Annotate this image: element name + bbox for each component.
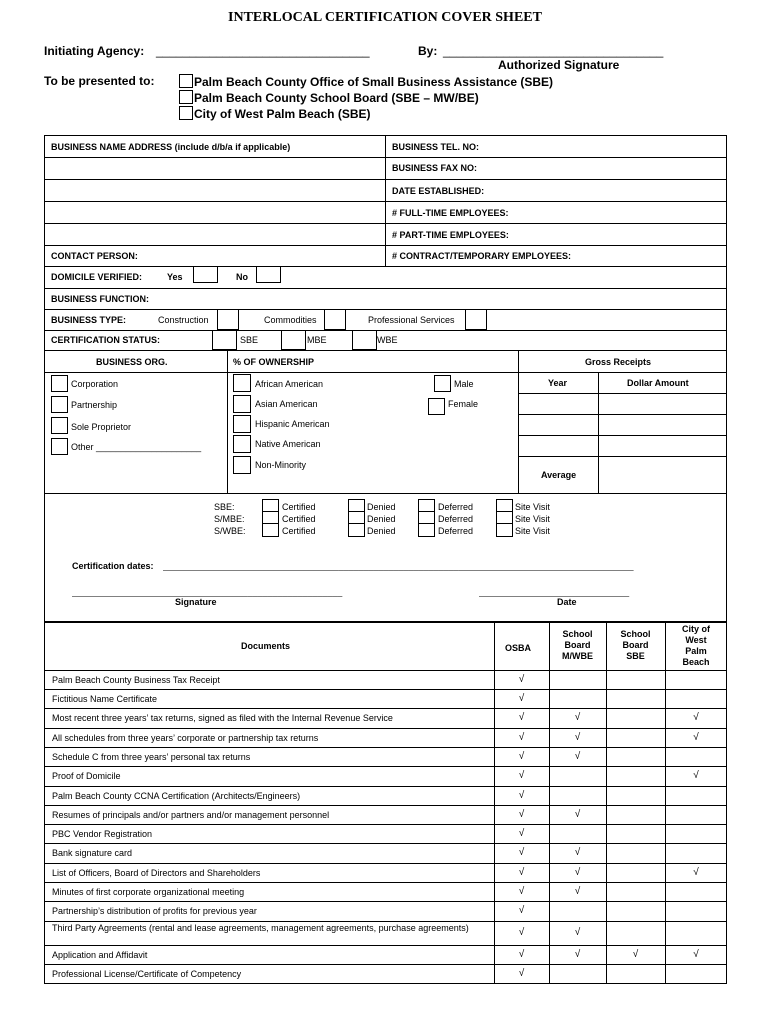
swbe-certified-label: Certified [282,526,316,536]
checkbox[interactable] [179,90,193,104]
option-label: Palm Beach County School Board (SBE – MW/BE) [194,91,479,105]
document-name: Bank signature card [52,848,133,858]
date-established-label: DATE ESTABLISHED: [392,186,485,196]
swbe-denied-label: Denied [367,526,396,536]
smbe-certified-label: Certified [282,514,316,524]
check-mark: √ [518,673,525,685]
presented-to-label: To be presented to: [44,74,155,88]
cert-wbe-label: WBE [377,335,398,345]
eth-nonminority-box[interactable] [233,456,251,474]
type-construction-label: Construction [158,315,209,325]
documents-header: Documents [241,641,291,651]
header-line: Board [622,640,649,650]
document-name: Minutes of first corporate organizational meeting [52,886,245,897]
header-line: SBE [626,651,645,661]
check-mark: √ [518,927,525,938]
header-line: M/WBE [562,651,593,661]
option-label: City of West Palm Beach (SBE) [194,107,371,121]
check-mark: √ [518,692,525,704]
gender-female-box[interactable] [428,398,445,415]
cert-sbe-label: SBE [240,335,259,345]
swbe-denied-box[interactable] [348,523,365,537]
domicile-no-box[interactable] [256,266,281,283]
document-name: Third Party Agreements (rental and lease agreements, management agreements, purchase agreements) [52,923,469,933]
cert-mbe-box[interactable] [281,330,306,350]
check-mark: √ [574,731,581,743]
document-name: Partnership’s distribution of profits for previous year [52,906,257,916]
eth-nonminority-label: Non-Minority [255,460,307,470]
business-function-label: BUSINESS FUNCTION: [51,294,150,304]
document-name: Schedule C from three years’ personal tax returns [52,751,251,762]
check-mark: √ [574,750,581,762]
type-commodities-label: Commodities [264,315,317,325]
org-corporation-box[interactable] [51,375,68,392]
sbe-deferred-label: Deferred [438,502,474,512]
document-name: Proof of Domicile [52,771,121,781]
check-mark: √ [518,808,525,820]
by-signature-field[interactable]: _________________________________ [443,44,664,58]
check-mark: √ [518,905,525,916]
org-partnership-box[interactable] [51,396,68,413]
cert-wbe-box[interactable] [352,330,377,350]
check-mark: √ [574,948,581,960]
average-label: Average [541,470,577,480]
cert-mbe-label: MBE [307,335,327,345]
checkbox[interactable] [179,74,193,88]
check-mark: √ [518,968,525,979]
document-name: List of Officers, Board of Directors and Shareholders [52,867,261,878]
parttime-employees-label: # PART-TIME EMPLOYEES: [392,230,509,240]
eth-native-label: Native American [255,439,321,449]
document-name: Application and Affidavit [52,949,148,960]
document-name: Palm Beach County CCNA Certification (Architects/Engineers) [52,790,301,801]
eth-african-box[interactable] [233,374,251,392]
check-mark: √ [518,770,525,781]
business-type-label: BUSINESS TYPE: [51,315,127,325]
signature-caption: Signature [175,597,217,607]
domicile-yes-label: Yes [167,272,183,282]
domicile-verified-label: DOMICILE VERIFIED: [51,272,143,282]
check-mark: √ [693,948,699,960]
header-line: Board [564,640,591,650]
business-tel-label: BUSINESS TEL. NO: [392,142,480,152]
page-title: INTERLOCAL CERTIFICATION COVER SHEET [228,10,542,25]
check-mark: √ [693,770,699,781]
sbe-certified-label: Certified [282,502,316,512]
document-name: Most recent three years’ tax returns, signed as filed with the Internal Revenue Service [52,713,393,723]
business-fax-label: BUSINESS FAX NO: [392,163,478,173]
document-name: PBC Vendor Registration [52,828,153,839]
gender-female-label: Female [448,399,479,409]
cert-sbe-box[interactable] [212,330,237,350]
header-line: West [685,635,707,645]
check-mark: √ [693,866,699,878]
check-mark: √ [574,808,581,820]
eth-african-label: African American [255,379,324,389]
header-line: Beach [682,657,710,667]
initiating-agency-label: Initiating Agency: [44,44,145,58]
eth-hispanic-box[interactable] [233,415,251,433]
check-mark: √ [632,948,639,960]
check-mark: √ [574,885,581,897]
option-west-palm[interactable] [179,106,370,121]
check-mark: √ [518,847,525,858]
sbe-denied-label: Denied [367,502,396,512]
check-mark: √ [574,712,581,723]
initiating-agency-field[interactable]: ________________________________ [156,44,370,58]
check-mark: √ [518,827,525,839]
option-label: Palm Beach County Office of Small Business Assistance (SBE) [194,75,553,89]
check-mark: √ [693,712,699,723]
col-school-sbe-header [606,629,665,662]
year-header: Year [548,378,568,388]
business-name-label: BUSINESS NAME ADDRESS (include d/b/a if applicable) [51,142,291,152]
document-name: All schedules from three years’ corporate or partnership tax returns [52,732,319,743]
cert-dates-label: Certification dates: [72,561,154,571]
document-name: Palm Beach County Business Tax Receipt [52,674,220,685]
date-field[interactable]: ______________________________ [479,587,630,597]
smbe-deferred-label: Deferred [438,514,474,524]
col-school-mwbe-header [549,629,606,662]
option-sbe-county[interactable] [179,74,553,89]
check-mark: √ [518,750,525,762]
gender-male-box[interactable] [434,375,451,392]
col-osba-header: OSBA [505,643,532,653]
col-city-header [665,624,727,668]
type-professional-label: Professional Services [368,315,455,325]
signature-field[interactable]: ______________________________________________________ [72,587,343,597]
type-construction-box[interactable] [217,309,239,330]
eth-native-box[interactable] [233,435,251,453]
swbe-deferred-box[interactable] [418,523,435,537]
check-mark: √ [693,731,699,743]
header-line: City of [682,624,710,634]
document-name: Professional License/Certificate of Competency [52,969,242,979]
header-line: School [562,629,593,639]
check-mark: √ [518,731,525,743]
authorized-signature-caption: Authorized Signature [498,58,620,72]
smbe-denied-label: Denied [367,514,396,524]
org-partnership-label: Partnership [71,400,118,410]
org-other-label: Other _____________________ [71,442,202,452]
check-mark: √ [574,866,581,878]
org-other-box[interactable] [51,438,68,455]
org-sole-proprietor-box[interactable] [51,417,68,434]
smbe-sitevisit-label: Site Visit [515,514,550,524]
check-mark: √ [518,789,525,801]
header-line: School [620,629,651,639]
check-mark: √ [518,866,525,878]
status-smbe-label: S/MBE: [214,514,245,524]
check-mark: √ [518,712,525,723]
type-commodities-box[interactable] [324,309,346,330]
org-corporation-label: Corporation [71,379,119,389]
by-label: By: [418,44,438,58]
gender-male-label: Male [454,379,474,389]
swbe-certified-box[interactable] [262,523,279,537]
sbe-sitevisit-label: Site Visit [515,502,550,512]
swbe-sitevisit-box[interactable] [496,523,513,537]
checkbox[interactable] [179,106,193,120]
org-sole-proprietor-label: Sole Proprietor [71,422,132,432]
document-name: Resumes of principals and/or partners and/or management personnel [52,809,330,820]
status-sbe-label: SBE: [214,502,235,512]
dollar-amount-header: Dollar Amount [627,378,689,388]
type-professional-box[interactable] [465,309,487,330]
fulltime-employees-label: # FULL-TIME EMPLOYEES: [392,208,509,218]
ownership-header: % OF OWNERSHIP [233,357,315,367]
contract-employees-label: # CONTRACT/TEMPORARY EMPLOYEES: [392,251,572,261]
swbe-deferred-label: Deferred [438,526,474,536]
domicile-yes-box[interactable] [193,266,218,283]
swbe-sitevisit-label: Site Visit [515,526,550,536]
cert-dates-field[interactable]: ______________________________________________________________________________________________ [163,561,634,571]
status-swbe-label: S/WBE: [214,526,246,536]
check-mark: √ [518,885,525,897]
cert-status-label: CERTIFICATION STATUS: [51,335,160,345]
check-mark: √ [518,948,525,960]
domicile-no-label: No [236,272,248,282]
option-school-board[interactable] [179,90,479,105]
contact-person-label: CONTACT PERSON: [51,251,138,261]
business-org-header: BUSINESS ORG. [96,357,168,367]
date-caption: Date [557,597,577,607]
eth-asian-box[interactable] [233,395,251,413]
header-line: Palm [685,646,707,656]
eth-asian-label: Asian American [255,399,318,409]
document-name: Fictitious Name Certificate [52,693,158,704]
check-mark: √ [574,847,581,858]
eth-hispanic-label: Hispanic American [255,419,330,429]
gross-receipts-header: Gross Receipts [585,357,652,367]
check-mark: √ [574,927,581,938]
